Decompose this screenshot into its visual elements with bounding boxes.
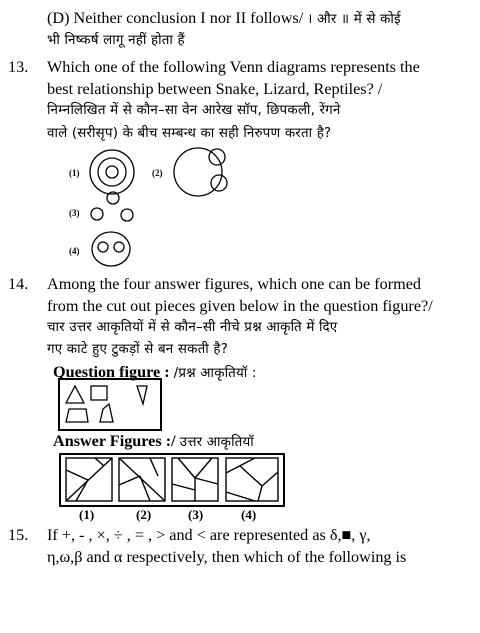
q14-hindi-line1: चार उत्तर आकृतियों में से कौन–सी नीचे प्रश्न आकृति में दिए [47,320,338,335]
q14-answer-figure-3[interactable] [172,458,218,501]
q14-question-figure-label: Question figure : [53,363,170,381]
q13-option2-label: (2) [152,168,163,178]
q14-answer-figures-label: Answer Figures :/ [53,432,176,450]
q14-hindi-line2: गए काटे हुए टुकड़ों से बन सकती है? [47,342,229,357]
q14-answer-number-4: (4) [241,507,257,522]
q15-number: 15. [8,526,29,544]
q14-answer-figure-4[interactable] [226,458,278,501]
option-d-hindi-line2: भी निष्कर्ष लागू नहीं होता हैं [47,33,185,48]
q14-answer-figure-1[interactable] [66,458,112,501]
q14-answer-number-1: (1) [79,507,95,522]
q14-answer-figures-hindi: उत्तर आकृतियॉ [179,435,254,450]
q13-number: 13. [8,58,29,76]
q15-text-line2: η,ω,β and α respectively, then which of the following is [47,548,407,566]
q13-hindi-line1: निम्नलिखित में से कौन–सा वेन आरेख सॉप, छिपकली, रेंगने [47,103,341,118]
q14-answer-number-3: (3) [188,507,204,522]
q14-answer-number-2: (2) [136,507,152,522]
q13-option3-label: (3) [69,208,80,218]
q13-text-line2: best relationship between Snake, Lizard, Reptiles? / [47,80,383,98]
option-d-hindi: । और ॥ में से कोई [307,12,401,27]
q13-hindi-line2: वाले (सरीसृप) के बीच सम्बन्ध का सही निरुपण करता है? [47,126,332,141]
q13-option1-label: (1) [69,168,80,178]
q14-answer-figure-2[interactable] [119,458,165,501]
q14-question-figure-hindi: /प्रश्न आकृतियॉ : [173,366,257,381]
q14-text-line1: Among the four answer figures, which one can be formed [47,275,421,293]
q13-option4-label: (4) [69,246,80,256]
q13-text-line1: Which one of the following Venn diagrams represents the [47,58,420,76]
q14-number: 14. [8,275,29,293]
q14-text-line2: from the cut out pieces given below in the question figure?/ [47,297,433,315]
option-d-text: (D) Neither conclusion I nor II follows/ [47,9,304,27]
q15-text-line1: If +, - , ×, ÷ , = , > and < are represented as δ,■, γ, [47,526,371,544]
